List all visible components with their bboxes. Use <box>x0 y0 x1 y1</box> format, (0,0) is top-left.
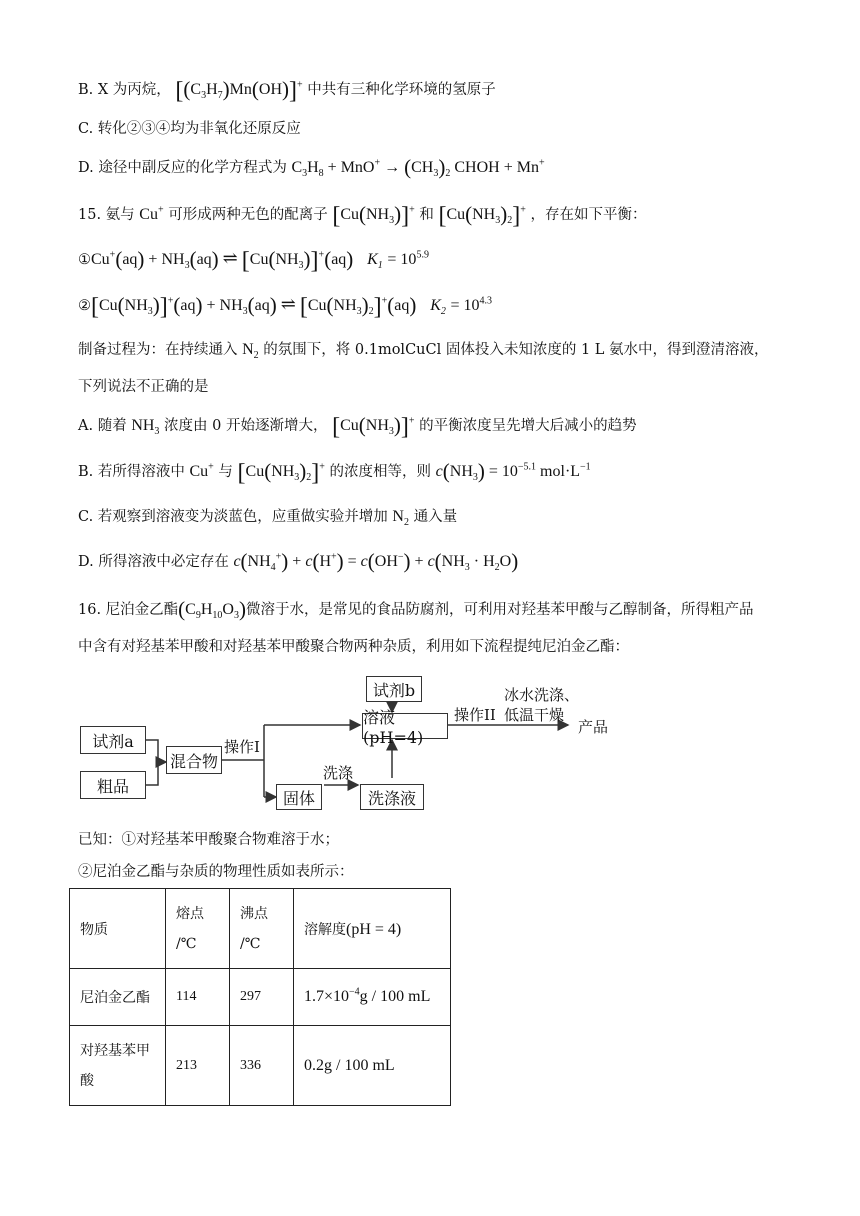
opt-a-c: 的平衡浓度呈先增大后减小的趋势 <box>419 418 637 434</box>
formula-c3h7-mn-oh: $[(C_3H_7)Mn(OH)]^+$ <box>175 77 303 104</box>
q15-intro <box>78 203 646 227</box>
q15-intro-d: ，存在如下平衡： <box>530 207 647 223</box>
wash-dry-label-1: 冰水洗涤、 <box>504 686 580 704</box>
formula-nh3: $NH_3$ <box>131 417 160 438</box>
reagent-b-box: 试剂b <box>366 676 422 702</box>
reagent-a-box: 试剂a <box>80 726 146 754</box>
mixture-box: 混合物 <box>166 746 222 774</box>
prep-a: 制备过程为：在持续通入 <box>78 342 238 358</box>
q16-intro-2: 中含有对羟基苯甲酸和对羟基苯甲酸聚合物两种杂质，利用如下流程提纯尼泊金乙酯： <box>78 639 629 655</box>
eq1-k-symbol: $K_1$ <box>367 251 383 272</box>
header-melting-point: 熔点 /℃ <box>166 889 230 969</box>
formula-cu-plus-b: Cu+ <box>189 461 214 480</box>
opt-a-a: A. 随着 <box>78 418 127 434</box>
known-1: 已知：①对羟基苯甲酸聚合物难溶于水； <box>78 832 339 848</box>
eq1-k-value: = $10^{5.9}$ <box>387 249 429 268</box>
known-2: ②尼泊金乙酯与杂质的物理性质如表所示： <box>78 864 354 880</box>
equilibrium-2 <box>78 293 492 318</box>
opt-c-a: C. 若观察到溶液变为淡蓝色，应重做实验并增加 <box>78 509 388 525</box>
formula-c9h10o3: $(C_9H_{10}O_3)$ <box>178 597 246 622</box>
product-label: 产品 <box>578 718 609 736</box>
opt-d-a: D. 所得溶液中必定存在 <box>78 554 229 570</box>
solution-box: 溶液(pH=4) <box>362 713 448 739</box>
properties-table <box>69 888 451 1106</box>
eq2-k-value: = $10^{4.3}$ <box>450 295 493 314</box>
purification-flowchart <box>78 670 638 820</box>
q15-prep <box>78 339 769 361</box>
opt-b-a: B. 若所得溶液中 <box>78 464 185 480</box>
formula-cu-nh3: $[Cu(NH_3)]^+$ <box>332 202 415 229</box>
wash-label: 洗涤 <box>323 764 354 782</box>
q15-option-c <box>78 506 457 528</box>
equilibrium-1 <box>78 247 429 272</box>
prep-b: 的氛围下，将 0.1molCuCl 固体投入未知浓度的 1 L 氨水中，得到澄清溶液， <box>263 342 769 358</box>
cell-solubility: 0.2g / 100 mL <box>294 1026 451 1106</box>
formula-cu-plus: Cu+ <box>139 204 164 223</box>
opt-b-b: 与 <box>218 464 233 480</box>
option-d-prev <box>78 156 545 179</box>
eq2-k-symbol: $K_2$ <box>430 297 446 318</box>
opt-a-b: 浓度由 0 开始逐渐增大， <box>164 418 328 434</box>
q15-intro-c: 和 <box>419 207 434 223</box>
q15-prompt: 下列说法不正确的是 <box>78 379 209 395</box>
cell-solubility: $1.7\times 10^{-4}g / 100$ mL <box>294 969 451 1026</box>
eq1-label: ① <box>78 252 91 268</box>
q15-intro-a: 15. 氨与 <box>78 207 135 223</box>
eq1-formula: $Cu^+(aq) + NH_3(aq)$ ⇌ $[Cu(NH_3)]^+(aq)$ <box>91 247 354 274</box>
cell-mp: 213 <box>166 1026 230 1106</box>
solid-box: 固体 <box>276 784 322 810</box>
table-row <box>70 1026 451 1106</box>
cell-name: 尼泊金乙酯 <box>70 969 166 1026</box>
eq2-label: ② <box>78 298 91 314</box>
formula-side-reaction: $C_3H_8 + MnO^+ \to (CH_3)_2$ CHOH + Mn+ <box>291 155 545 180</box>
option-c-prev: C. 转化②③④均为非氧化还原反应 <box>78 121 301 137</box>
formula-cu-nh3-2: $[Cu(NH_3)_2]^+$ <box>438 202 526 229</box>
header-boiling-point: 沸点 /℃ <box>230 889 294 969</box>
wash-liquid-box: 洗涤液 <box>360 784 424 810</box>
header-substance: 物质 <box>70 889 166 969</box>
q15-option-d <box>78 550 518 573</box>
opt-c-b: 通入量 <box>413 509 458 525</box>
crude-box: 粗品 <box>80 771 146 799</box>
formula-cu-nh3-a: $[Cu(NH_3)]^+$ <box>332 413 415 440</box>
option-b-text: B. X 为丙烷， <box>78 82 171 98</box>
q16-intro-b: 微溶于水，是常见的食品防腐剂，可利用对羟基苯甲酸与乙醇制备，所得粗产品 <box>245 602 754 618</box>
formula-n2: $N_2$ <box>242 341 259 362</box>
q16-intro <box>78 598 753 621</box>
header-solubility: 溶解度(pH = 4) <box>294 889 451 969</box>
operation-2-label: 操作II <box>454 706 496 724</box>
table-header-row <box>70 889 451 969</box>
option-b-prev <box>78 78 496 102</box>
cell-bp: 336 <box>230 1026 294 1106</box>
q15-intro-b: 可形成两种无色的配离子 <box>168 207 328 223</box>
q15-option-b <box>78 460 591 484</box>
operation-1-label: 操作I <box>224 738 260 756</box>
cell-mp: 114 <box>166 969 230 1026</box>
formula-c-nh3-value: $c(NH_3) = 10^{-5.1}$ $mol\cdot L^{-1}$ <box>435 459 591 484</box>
formula-cu-nh3-2-b: $[Cu(NH_3)_2]^+$ <box>237 459 325 486</box>
option-b-suffix: 中共有三种化学环境的氢原子 <box>307 82 496 98</box>
table-row <box>70 969 451 1026</box>
wash-dry-label-2: 低温干燥 <box>504 706 565 724</box>
formula-charge-balance: $c(NH_4^+) + c(H^+) = c(OH^-) + c(NH_3 \cdot H_2O)$ <box>233 549 519 574</box>
cell-bp: 297 <box>230 969 294 1026</box>
q16-intro-a: 16. 尼泊金乙酯 <box>78 602 179 618</box>
formula-n2-c: $N_2$ <box>392 508 409 529</box>
eq2-formula: $[Cu(NH_3)]^+(aq) + NH_3(aq)$ ⇌ $[Cu(NH_3)_2]^+(aq)$ <box>91 293 417 320</box>
q15-option-a <box>78 414 637 438</box>
cell-name: 对羟基苯甲 酸 <box>70 1026 166 1106</box>
opt-b-c: 的浓度相等，则 <box>329 464 432 480</box>
option-d-text: D. 途径中副反应的化学方程式为 <box>78 160 287 176</box>
